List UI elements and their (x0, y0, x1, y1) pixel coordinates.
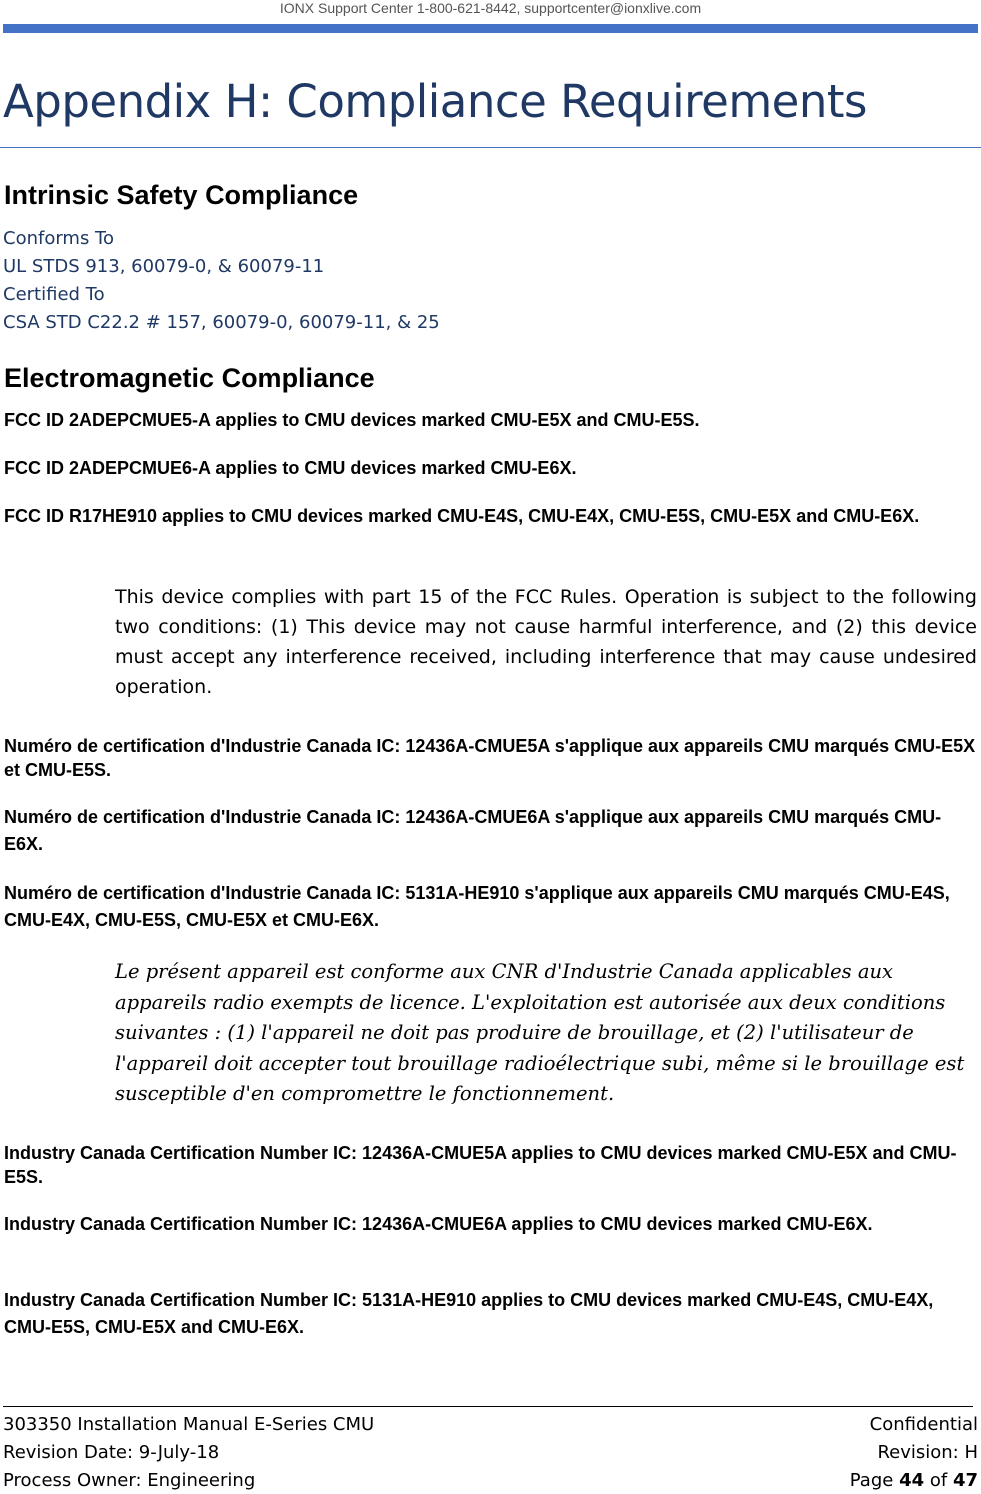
conforms-to-label: Conforms To (3, 228, 115, 249)
fcc-id-e5: FCC ID 2ADEPCMUE5-A applies to CMU devices marked CMU-E5X and CMU-E5S. (4, 410, 700, 430)
fcc-id-e6: FCC ID 2ADEPCMUE6-A applies to CMU devices marked CMU-E6X. (4, 458, 577, 478)
page-total: 47 (952, 1470, 978, 1491)
fcc-id-he910: FCC ID R17HE910 applies to CMU devices marked CMU-E4S, CMU-E4X, CMU-E5S, CMU-E5X and CMU-E6X. (4, 506, 920, 526)
ic-en-e6: Industry Canada Certification Number IC: 12436A-CMUE6A applies to CMU devices marked CMU-E6X. (4, 1214, 873, 1234)
footer-confidential: Confidential (869, 1414, 978, 1435)
fcc-statement: This device complies with part 15 of the FCC Rules. Operation is subject to the following two conditions: (1) This device may not cause harmful interference, and (2) this device must accept any interference received, including interference that may cause undesired operation. (115, 586, 977, 698)
conforms-to-value: UL STDS 913, 60079-0, & 60079-11 (3, 256, 325, 277)
footer-doc-title: 303350 Installation Manual E-Series CMU (3, 1414, 375, 1435)
footer-page-number (850, 1470, 978, 1491)
electromagnetic-heading: Electromagnetic Compliance (4, 363, 375, 393)
footer-process-owner: Process Owner: Engineering (3, 1470, 256, 1491)
footer-revision-date: Revision Date: 9-July-18 (3, 1442, 220, 1463)
ic-fr-e6: Numéro de certification d'Industrie Canada IC: 12436A-CMUE6A s'applique aux appareils CMU marqués CMU-E6X. (4, 807, 942, 854)
page-of: of (924, 1470, 953, 1491)
certified-to-label: Certified To (3, 284, 105, 305)
ic-en-e5: Industry Canada Certification Number IC: 12436A-CMUE5A applies to CMU devices marked CMU-E5X and CMU-E5S. (4, 1143, 957, 1187)
page-title: Appendix H: Compliance Requirements (3, 75, 867, 128)
french-statement: Le présent appareil est conforme aux CNR d'Industrie Canada applicables aux appareils radio exempts de licence. L'exploitation est autorisée aux deux conditions suivantes : (1) l'appareil ne doit pas produire de brouillage, et (2) l'utilisateur de l'appareil doit accepter tout brouillage radioélectrique subi, même si le brouillage est susceptible d'en compromettre le fonctionnement. (115, 960, 965, 1105)
intrinsic-safety-heading: Intrinsic Safety Compliance (4, 180, 359, 210)
page-prefix: Page (849, 1470, 900, 1491)
certified-to-value: CSA STD C22.2 # 157, 60079-0, 60079-11, & 25 (3, 312, 440, 333)
ic-fr-e5: Numéro de certification d'Industrie Canada IC: 12436A-CMUE5A s'applique aux appareils CMU marqués CMU-E5X et CMU-E5S. (4, 736, 976, 780)
ic-en-he910: Industry Canada Certification Number IC: 5131A-HE910 applies to CMU devices marked CMU-E4S, CMU-E4X, CMU-E5S, CMU-E5X and CMU-E6X. (4, 1290, 934, 1337)
ic-fr-he910: Numéro de certification d'Industrie Canada IC: 5131A-HE910 s'applique aux appareils CMU marqués CMU-E4S, CMU-E4X, CMU-E5S, CMU-E5X et CMU-E6X. (4, 883, 950, 930)
footer-revision: Revision: H (877, 1442, 978, 1463)
title-divider (0, 147, 981, 148)
support-center-line: IONX Support Center 1-800-621-8442, supportcenter@ionxlive.com (279, 0, 702, 16)
header-accent-bar (3, 24, 978, 33)
footer-divider (3, 1406, 973, 1407)
page-current: 44 (899, 1470, 925, 1491)
